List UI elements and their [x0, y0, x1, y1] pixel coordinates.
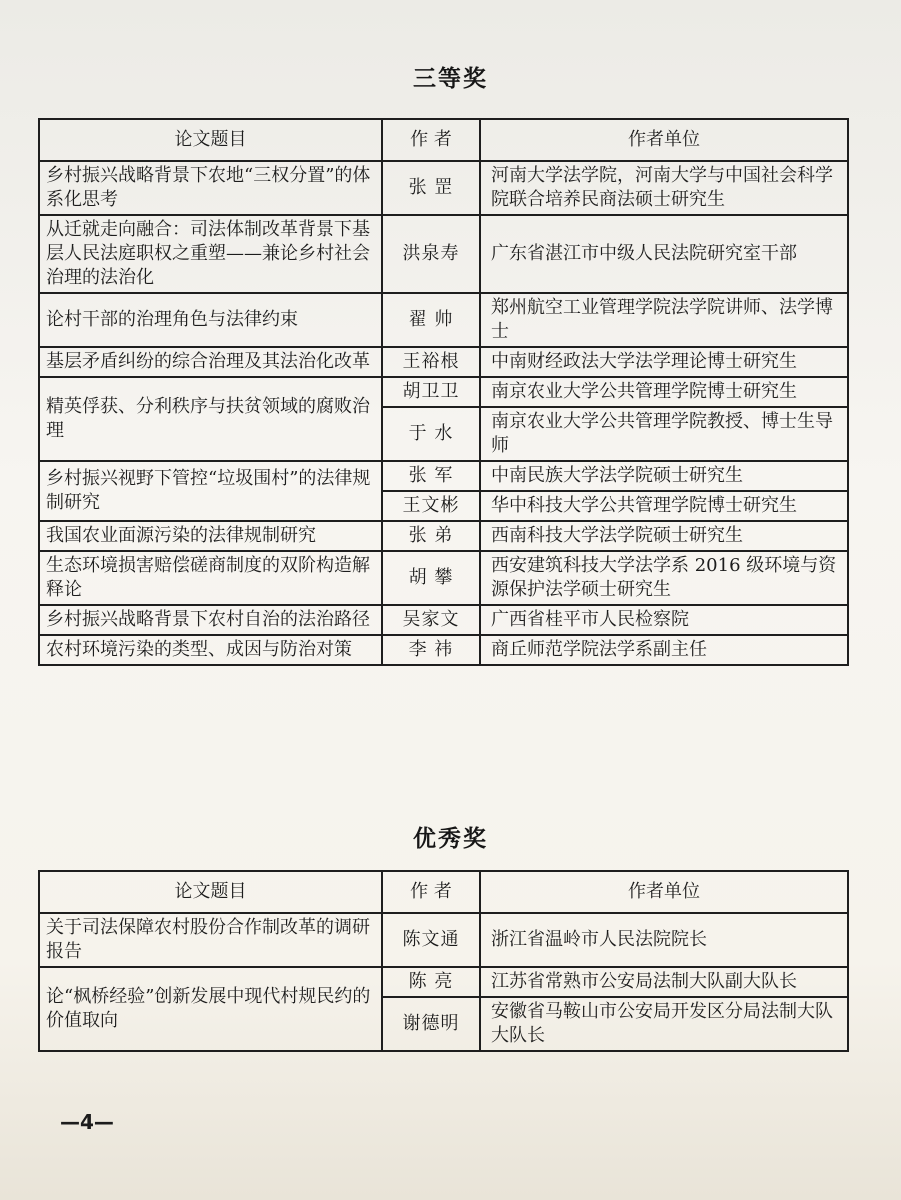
table-header-row: [39, 871, 848, 913]
excellence-prize-table: [38, 870, 849, 1052]
table-row: [39, 161, 848, 215]
author-name: 谢德明: [382, 997, 480, 1051]
author-organization: 中南财经政法大学法学理论博士研究生: [480, 347, 848, 377]
paper-title: 乡村振兴战略背景下农村自治的法治路径: [39, 605, 382, 635]
header-title: 论文题目: [39, 871, 382, 913]
author-name: 吴家文: [382, 605, 480, 635]
author-name: 李 祎: [382, 635, 480, 665]
author-name: 陈 亮: [382, 967, 480, 997]
table-row: [39, 377, 848, 407]
table-row: [39, 461, 848, 491]
table-row: [39, 605, 848, 635]
table-row: [39, 635, 848, 665]
table-row: [39, 913, 848, 967]
author-organization: 江苏省常熟市公安局法制大队副大队长: [480, 967, 848, 997]
author-name: 于 水: [382, 407, 480, 461]
paper-title: 乡村振兴视野下管控“垃圾围村”的法律规制研究: [39, 461, 382, 521]
excellence-prize-heading: 优秀奖: [413, 826, 488, 852]
author-organization: 商丘师范学院法学系副主任: [480, 635, 848, 665]
paper-title: 精英俘获、分利秩序与扶贫领域的腐败治理: [39, 377, 382, 461]
header-author: 作 者: [382, 871, 480, 913]
author-organization: 西南科技大学法学院硕士研究生: [480, 521, 848, 551]
author-name: 胡卫卫: [382, 377, 480, 407]
author-name: 胡 攀: [382, 551, 480, 605]
author-name: 王裕根: [382, 347, 480, 377]
author-name: 王文彬: [382, 491, 480, 521]
author-name: 张 弟: [382, 521, 480, 551]
paper-title: 论“枫桥经验”创新发展中现代村规民约的价值取向: [39, 967, 382, 1051]
author-organization: 南京农业大学公共管理学院博士研究生: [480, 377, 848, 407]
author-organization: 安徽省马鞍山市公安局开发区分局法制大队大队长: [480, 997, 848, 1051]
table-row: [39, 215, 848, 293]
third-prize-rows: [39, 161, 848, 665]
excellence-prize-rows: [39, 913, 848, 1051]
table-row: [39, 521, 848, 551]
third-prize-table: [38, 118, 849, 666]
paper-title: 基层矛盾纠纷的综合治理及其法治化改革: [39, 347, 382, 377]
paper-title: 论村干部的治理角色与法律约束: [39, 293, 382, 347]
header-author: 作 者: [382, 119, 480, 161]
paper-title: 生态环境损害赔偿磋商制度的双阶构造解释论: [39, 551, 382, 605]
table-row: [39, 551, 848, 605]
paper-title: 乡村振兴战略背景下农地“三权分置”的体系化思考: [39, 161, 382, 215]
author-name: 张 罡: [382, 161, 480, 215]
author-organization: 浙江省温岭市人民法院院长: [480, 913, 848, 967]
paper-title: 农村环境污染的类型、成因与防治对策: [39, 635, 382, 665]
author-name: 张 军: [382, 461, 480, 491]
third-prize-heading: 三等奖: [413, 66, 488, 92]
author-organization: 河南大学法学院，河南大学与中国社会科学院联合培养民商法硕士研究生: [480, 161, 848, 215]
author-organization: 郑州航空工业管理学院法学院讲师、法学博士: [480, 293, 848, 347]
page-number: —4—: [60, 1110, 114, 1134]
header-org: 作者单位: [480, 871, 848, 913]
table-row: [39, 967, 848, 997]
table-row: [39, 347, 848, 377]
author-name: 陈文通: [382, 913, 480, 967]
author-organization: 西安建筑科技大学法学系 2016 级环境与资源保护法学硕士研究生: [480, 551, 848, 605]
author-organization: 华中科技大学公共管理学院博士研究生: [480, 491, 848, 521]
author-organization: 中南民族大学法学院硕士研究生: [480, 461, 848, 491]
table-row: [39, 293, 848, 347]
header-title: 论文题目: [39, 119, 382, 161]
paper-title: 关于司法保障农村股份合作制改革的调研报告: [39, 913, 382, 967]
author-organization: 广西省桂平市人民检察院: [480, 605, 848, 635]
paper-title: 我国农业面源污染的法律规制研究: [39, 521, 382, 551]
author-organization: 广东省湛江市中级人民法院研究室干部: [480, 215, 848, 293]
author-name: 翟 帅: [382, 293, 480, 347]
author-name: 洪泉寿: [382, 215, 480, 293]
header-org: 作者单位: [480, 119, 848, 161]
paper-title: 从迁就走向融合：司法体制改革背景下基层人民法庭职权之重塑——兼论乡村社会治理的法治化: [39, 215, 382, 293]
author-organization: 南京农业大学公共管理学院教授、博士生导师: [480, 407, 848, 461]
table-header-row: [39, 119, 848, 161]
